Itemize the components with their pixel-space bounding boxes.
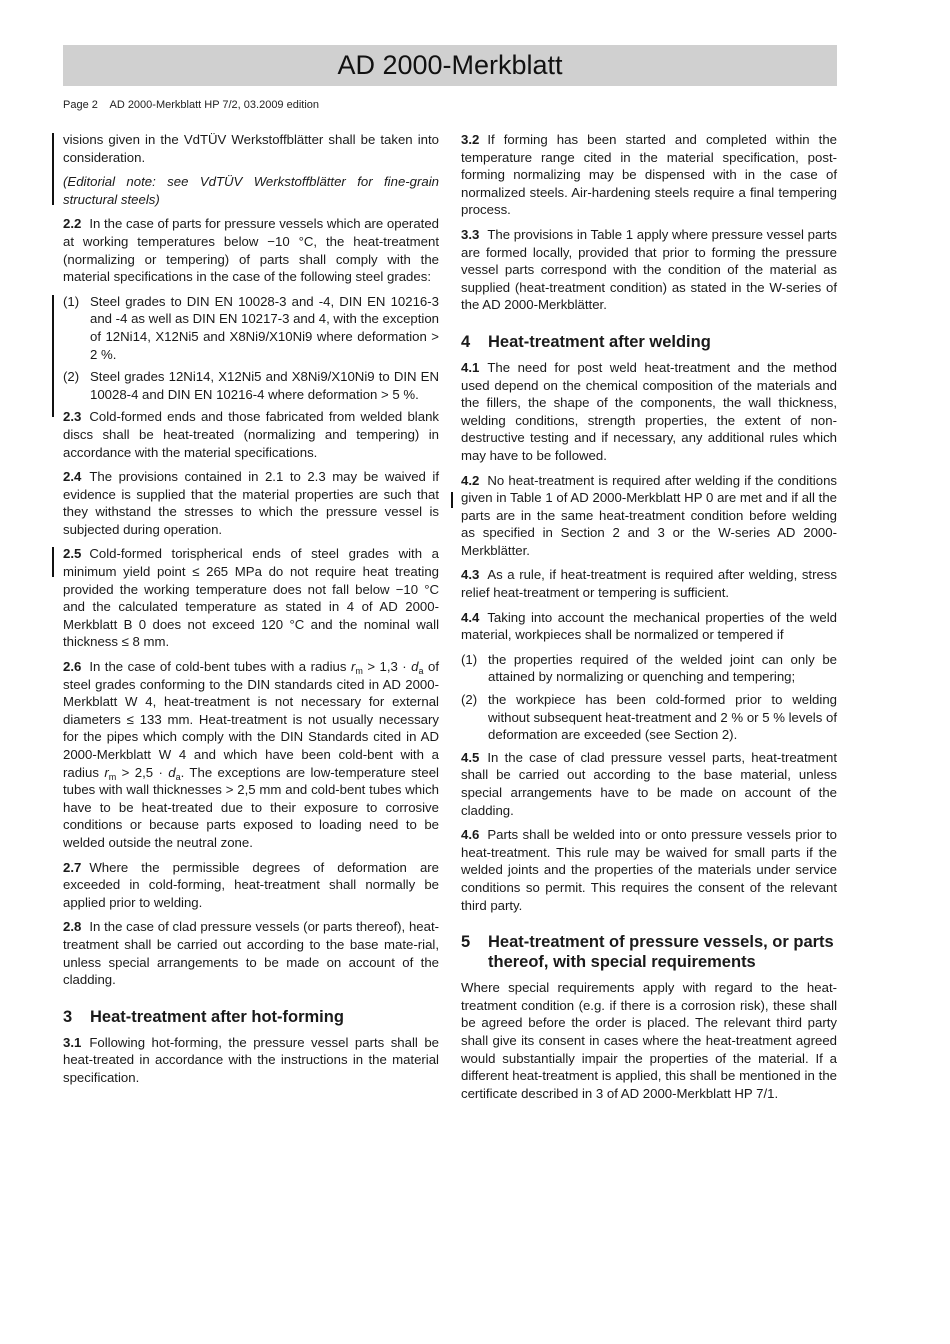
paragraph-text: As a rule, if heat-treatment is required after welding, stress relief heat-treatment or tempering is sufficient. xyxy=(461,567,837,601)
paragraph-text: > 1,3 · xyxy=(362,659,412,675)
paragraph-2-8 xyxy=(63,918,439,988)
diameter-symbol: d xyxy=(168,764,176,780)
section-number: 2.4 xyxy=(63,469,82,485)
paragraph-4-4 xyxy=(461,609,837,644)
change-bar xyxy=(52,133,54,205)
paragraph-4-5 xyxy=(461,749,837,819)
paragraph-text: In the case of clad pressure vessel parts, heat-treatment shall be carried out according to the base material, unless special arrangements have to be made on account of the cladding. xyxy=(461,749,837,818)
list-label: (1) xyxy=(461,651,478,667)
radius-symbol: r xyxy=(104,764,109,780)
list-text: Steel grades to DIN EN 10028-3 and -4, DIN EN 10216-3 and -4 as well as DIN EN 10217-3 and 4, with the exception of 12Ni14, X12Ni5 and X8Ni9/X10Ni9 where deformation > 2 %. xyxy=(90,293,439,362)
page-reference: Page 2 AD 2000-Merkblatt HP 7/2, 03.2009 edition xyxy=(63,99,320,111)
diameter-subscript: a xyxy=(418,666,424,677)
paragraph-text: Where the permissible degrees of deformation are exceeded in cold-forming, heat-treatment shall normally be applied prior to welding. xyxy=(63,859,439,910)
heading-text: Heat-treatment after welding xyxy=(488,332,711,351)
change-bar xyxy=(52,295,54,417)
paragraph-3-2 xyxy=(461,131,837,219)
paragraph-text: Cold-formed torispherical ends of steel grades with a minimum yield point ≤ 265 MPa do not require heat treating provided the working temperature does not fall below −10 °C and the calculated temperature as stated in 4 of AD 2000-Merkblatt B 0 does not exceed 120 °C and the nominal wall thickness ≤ 8 mm. xyxy=(63,546,439,650)
paragraph-text: In the case of parts for pressure vessels which are operated at working temperatures below −10 °C, the heat-treatment (normalizing or tempering) of parts shall comply with the material specifications in the case of the following steel grades: xyxy=(63,216,439,285)
radius-symbol: r xyxy=(350,659,356,675)
paragraph-text: of steel grades conforming to the DIN standards cited in AD 2000-Merkblatt W 4, heat-treatment is not necessary for external diameters ≤ 133 mm. Heat-treatment is not usually necessary for the pipes which comply with the DIN Standards cited in AD 2000-Merkblatt W 4 and which have been cold-bent with a radius xyxy=(63,659,439,780)
paragraph-text: Parts shall be welded into or onto pressure vessels prior to heat-treatment. This rule may be waived for small parts if the welded joints and the properties of the materials under service conditions so permit. This requires the consent of the relevant third party. xyxy=(461,827,837,913)
section-number: 2.3 xyxy=(63,409,82,425)
paragraph-text: If forming has been started and completed within the temperature range cited in the material specification, post-forming normalizing may be dispensed with in the case of normalized steels. Air-hardening steels require a final tempering process. xyxy=(461,132,837,218)
paragraph-2-2 xyxy=(63,215,439,285)
list-text: Steel grades 12Ni14, X12Ni5 and X8Ni9/X10Ni9 to DIN EN 10028-4 and DIN EN 10216-4 where deformation > 5 %. xyxy=(90,369,439,402)
editorial-note: (Editorial note: see VdTÜV Werkstoffblätter for fine-grain structural steels) xyxy=(63,174,439,207)
change-bar xyxy=(451,492,453,508)
document-banner xyxy=(63,45,837,86)
paragraph-3-3 xyxy=(461,226,837,314)
paragraph-text: No heat-treatment is required after welding if the conditions given in Table 1 of AD 2000-Merkblatt HP 0 are met and if all the parts are in the same heat-treatment condition before welding as specified in Section 2 and 3 or the W-series AD 2000-Merkblätter. xyxy=(461,472,837,558)
section-number: 4.5 xyxy=(461,749,480,765)
section-number: 2.6 xyxy=(63,659,82,675)
change-block-intro xyxy=(63,131,439,208)
paragraph-2-4 xyxy=(63,468,439,538)
paragraph-5: Where special requirements apply with regard to the heat-treatment condition (e.g. if there is a corrosion risk), these shall be agreed before the order is placed. The relevant third party shall give its consent in cases where the heat-treatment agreed would substantially impair the properties of the material. If a different heat-treatment is applied, this shall be mentioned in the certificate described in 3 of AD 2000-Merkblatt HP 7/1. xyxy=(461,980,837,1101)
section-number: 2.7 xyxy=(63,859,82,875)
paragraph-3-1 xyxy=(63,1034,439,1087)
section-number: 3.3 xyxy=(461,226,480,242)
paragraph-text: In the case of cold-bent tubes with a radius xyxy=(89,659,351,675)
section-number: 4.1 xyxy=(461,359,480,375)
paragraph-2-6 xyxy=(63,658,439,852)
paragraph-4-3 xyxy=(461,566,837,601)
section-number: 2.8 xyxy=(63,919,82,935)
diameter-subscript: a xyxy=(175,771,181,782)
section-number: 3.2 xyxy=(461,132,480,147)
list-text: the properties required of the welded joint can only be attained by normalizing or quenching and tempering; xyxy=(488,651,837,685)
list-text: the workpiece has been cold-formed prior to welding without subsequent heat-treatment and 2 % or 5 % levels of deformation are exceeded (see Section 2). xyxy=(488,692,837,743)
paragraph-text: The need for post weld heat-treatment and the method used depend on the chemical composition of the materials and the fillers, the shape of the components, the wall thickness, welding conditions, strength properties, the extent of non-destructive testing and if necessary, any additional rules which may have to be followed. xyxy=(461,359,837,463)
paragraph-text: Taking into account the mechanical properties of the weld material, workpieces shall be normalized or tempered if xyxy=(461,609,837,643)
section-number: 2.2 xyxy=(63,216,82,232)
section-number: 3.1 xyxy=(63,1034,82,1050)
paragraph-4-2 xyxy=(461,472,837,560)
paragraph-text: In the case of clad pressure vessels (or parts thereof), heat-treatment shall be carried out according to the base mate-rial, unless special arrangements to be made on account of the cladding. xyxy=(63,919,439,988)
heading-number: 3 xyxy=(63,1007,73,1026)
banner-title: AD 2000-Merkblatt xyxy=(337,50,563,80)
section-number: 4.6 xyxy=(461,827,480,843)
list-item xyxy=(461,691,837,744)
paragraph-continuation: visions given in the VdTÜV Werkstoffblätter shall be taken into consideration. xyxy=(63,132,439,165)
radius-subscript: m xyxy=(108,771,117,782)
paragraph-4-6 xyxy=(461,826,837,914)
heading-section-4 xyxy=(461,332,837,352)
heading-number: 4 xyxy=(461,332,471,351)
paragraph-2-5 xyxy=(63,545,439,651)
list-label: (2) xyxy=(461,692,478,708)
list-item xyxy=(461,651,837,686)
list-label: (1) xyxy=(63,293,80,309)
paragraph-text: . The exceptions are low-temperature steel tubes with wall thicknesses > 2,5 mm and cold-bent tubes which have to be heat-treated due to their exposure to corrosive conditions or because parts exposed to loading need to be welded outside the neutral zone. xyxy=(63,764,439,850)
paragraph-4-1 xyxy=(461,359,837,465)
change-bar xyxy=(52,547,54,577)
heading-section-3 xyxy=(63,1007,439,1027)
paragraph-text: Cold-formed ends and those fabricated from welded blank discs shall be heat-treated (normalizing and tempering) in accordance with the material specifications. xyxy=(63,409,439,460)
section-number: 4.4 xyxy=(461,609,480,625)
paragraph-2-3 xyxy=(63,408,439,461)
list-label: (2) xyxy=(63,369,80,385)
list-item xyxy=(63,293,439,363)
section-number: 4.3 xyxy=(461,567,480,583)
diameter-symbol: d xyxy=(411,659,419,675)
heading-text: Heat-treatment of pressure vessels, or parts thereof, with special requirements xyxy=(488,933,834,972)
paragraph-text: > 2,5 · xyxy=(116,764,169,780)
change-block-4-2 xyxy=(461,472,837,560)
paragraph-text: The provisions in Table 1 apply where pressure vessel parts are formed locally, provided that prior to forming the pressure vessel parts correspond with the condition of the material as supplied (heat-treatment condition) as stated in the W-series of the AD 2000-Merkblätter. xyxy=(461,226,837,313)
change-block-list xyxy=(63,293,439,404)
change-block-2-5 xyxy=(63,545,439,651)
radius-subscript: m xyxy=(355,666,363,677)
paragraph-2-7 xyxy=(63,859,439,912)
heading-section-5 xyxy=(461,932,837,972)
right-column xyxy=(461,131,837,1109)
paragraph-text: The provisions contained in 2.1 to 2.3 may be waived if evidence is supplied that the material properties are such that they withstand the stresses to which the pressure vessel is subjected during operation. xyxy=(63,469,439,537)
section-number: 4.2 xyxy=(461,472,480,488)
section-number: 2.5 xyxy=(63,546,82,562)
heading-text: Heat-treatment after hot-forming xyxy=(90,1007,344,1026)
list-item xyxy=(63,368,439,403)
paragraph-text: Following hot-forming, the pressure vessel parts shall be heat-treated in accordance with the instructions in the material specification. xyxy=(63,1034,439,1085)
left-column xyxy=(63,131,439,1094)
heading-number: 5 xyxy=(461,933,471,952)
